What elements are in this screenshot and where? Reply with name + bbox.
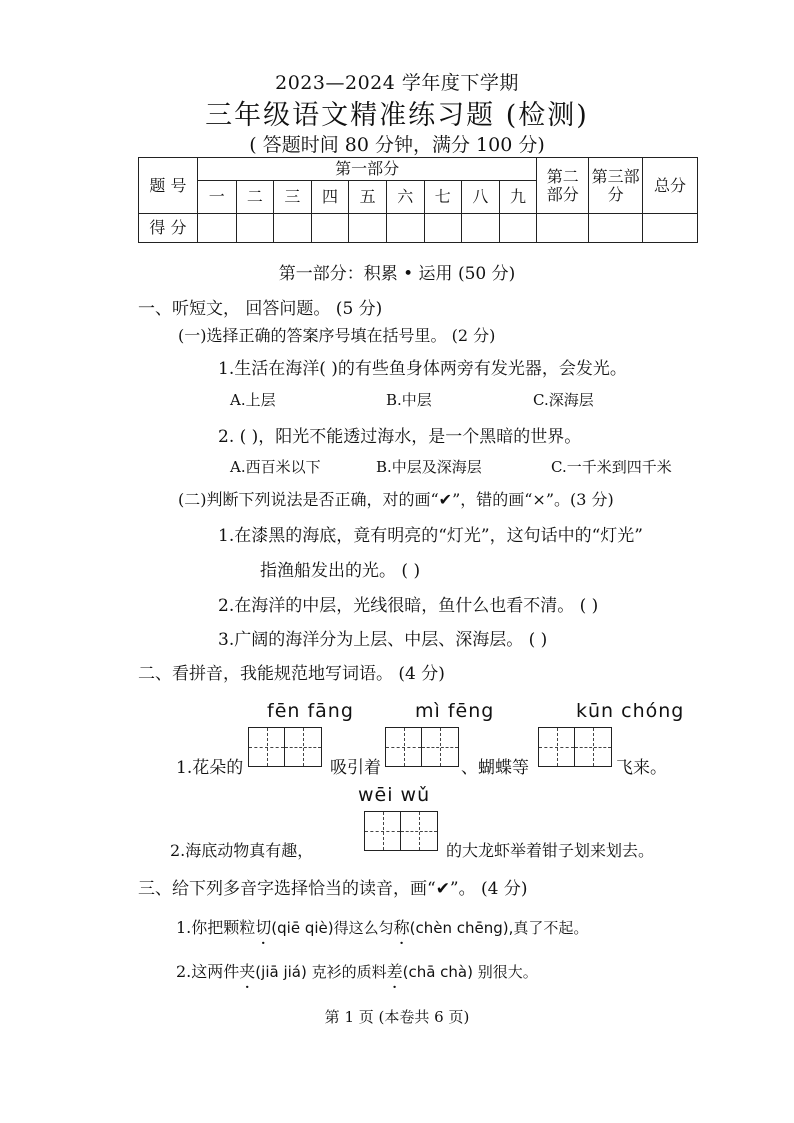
- q1-item1: 1.生活在海洋( )的有些鱼身体两旁有发光器，会发光。: [218, 359, 627, 379]
- q1-item1-option-c[interactable]: C.深海层: [533, 391, 594, 409]
- q1-judge1-line2: 指渔船发出的光。 ( ): [260, 561, 421, 581]
- q3-line1-target1: 切: [255, 918, 272, 937]
- exam-subtitle: ( 答题时间 80 分钟，满分 100 分): [249, 134, 545, 156]
- section-heading: 第一部分：积累 • 运用 (50 分): [278, 264, 516, 284]
- q1-item2-option-a[interactable]: A.西百米以下: [230, 458, 321, 476]
- score-row-label-question: 题 号: [139, 158, 198, 214]
- q3-line2-target1: 夹: [239, 962, 256, 981]
- score-part3-header: 第三部分: [589, 158, 643, 214]
- score-cell[interactable]: [274, 214, 312, 243]
- q3-line1-target2: 称: [393, 918, 410, 937]
- q1-item1-option-a[interactable]: A.上层: [230, 391, 276, 409]
- score-cell[interactable]: [236, 214, 274, 243]
- page-footer: 第 1 页 (本卷共 6 页): [324, 1008, 470, 1026]
- score-cell[interactable]: [311, 214, 349, 243]
- score-cell[interactable]: [499, 214, 537, 243]
- score-cell[interactable]: [349, 214, 387, 243]
- score-cell[interactable]: [643, 214, 698, 243]
- q1-sub1: (一)选择正确的答案序号填在括号里。 (2 分): [178, 326, 496, 345]
- score-cell[interactable]: [386, 214, 424, 243]
- q1-item2-option-c[interactable]: C.一千米到四千米: [551, 458, 672, 476]
- q3-line2-choice2[interactable]: (chā chà) 别很大。: [402, 963, 538, 981]
- q3-line2: 2.这两件夹(jiā jiá) 克衫的质料差(chā chà) 别很大。: [176, 962, 538, 981]
- score-col-3: 三: [274, 181, 312, 214]
- score-cell[interactable]: [589, 214, 643, 243]
- q3-line2-choice1[interactable]: (jiā jiá) 克衫的质料: [255, 963, 387, 981]
- q1-sub2: (二)判断下列说法是否正确，对的画“✔”，错的画“×”。(3 分): [178, 490, 614, 509]
- q1-item2-option-b[interactable]: B.中层及深海层: [376, 458, 482, 476]
- score-cell[interactable]: [537, 214, 589, 243]
- score-row-label-points: 得 分: [139, 214, 198, 243]
- write-grid-fenfang[interactable]: [248, 727, 322, 767]
- pinyin-weiwu: wēi wǔ: [358, 784, 431, 806]
- score-col-8: 八: [462, 181, 500, 214]
- q1-item1-option-b[interactable]: B.中层: [386, 391, 432, 409]
- score-col-6: 六: [386, 181, 424, 214]
- q3-line1-choice2[interactable]: (chèn chēng),真了不起。: [409, 919, 589, 937]
- exam-year: 2023—2024 学年度下学期: [275, 72, 519, 94]
- score-col-1: 一: [197, 181, 236, 214]
- exam-title: 三年级语文精准练习题 (检测): [205, 100, 589, 131]
- q1-title: 一、听短文， 回答问题。 (5 分): [138, 299, 383, 319]
- q2-line1-mid2: 、蝴蝶等: [461, 758, 529, 778]
- write-grid-weiwu[interactable]: [364, 811, 438, 851]
- score-cell[interactable]: [424, 214, 462, 243]
- q2-line2-start: 2.海底动物真有趣，: [170, 841, 314, 860]
- q2-line2-end: 的大龙虾举着钳子划来划去。: [446, 841, 655, 860]
- q3-line1: 1.你把颗粒切(qiē qiè)得这么匀称(chèn chēng),真了不起。: [176, 918, 589, 937]
- score-total-header: 总分: [643, 158, 698, 214]
- score-part2-header: 第二部分: [537, 158, 589, 214]
- score-table: [138, 157, 698, 243]
- score-col-9: 九: [499, 181, 537, 214]
- score-col-5: 五: [349, 181, 387, 214]
- score-col-7: 七: [424, 181, 462, 214]
- q3-line2-target2: 差: [386, 962, 403, 981]
- q1-item2: 2. ( )，阳光不能透过海水，是一个黑暗的世界。: [218, 427, 582, 447]
- q2-line1-mid1: 吸引着: [330, 758, 381, 778]
- q1-judge1-line1: 1.在漆黑的海底，竟有明亮的“灯光”，这句话中的“灯光”: [218, 526, 643, 546]
- q2-line1-end: 飞来。: [616, 758, 667, 778]
- score-cell[interactable]: [462, 214, 500, 243]
- write-grid-kunchong[interactable]: [538, 727, 612, 767]
- pinyin-fenfang: fēn fāng: [267, 700, 354, 722]
- write-grid-mifeng[interactable]: [385, 727, 459, 767]
- q1-judge3: 3.广阔的海洋分为上层、中层、深海层。 ( ): [218, 630, 548, 650]
- score-col-4: 四: [311, 181, 349, 214]
- score-cell[interactable]: [197, 214, 236, 243]
- q3-title: 三、给下列多音字选择恰当的读音，画“✔”。 (4 分): [138, 879, 528, 899]
- pinyin-mifeng: mì fēng: [415, 700, 495, 722]
- q3-line1-choice1[interactable]: (qiē qiè)得这么匀: [271, 919, 394, 937]
- score-part1-header: 第一部分: [197, 158, 536, 181]
- q2-title: 二、看拼音，我能规范地写词语。 (4 分): [138, 664, 445, 684]
- q2-line1-start: 1.花朵的: [176, 758, 244, 778]
- pinyin-kunchong: kūn chóng: [576, 700, 685, 722]
- score-col-2: 二: [236, 181, 274, 214]
- q1-judge2: 2.在海洋的中层，光线很暗，鱼什么也看不清。 ( ): [218, 596, 599, 616]
